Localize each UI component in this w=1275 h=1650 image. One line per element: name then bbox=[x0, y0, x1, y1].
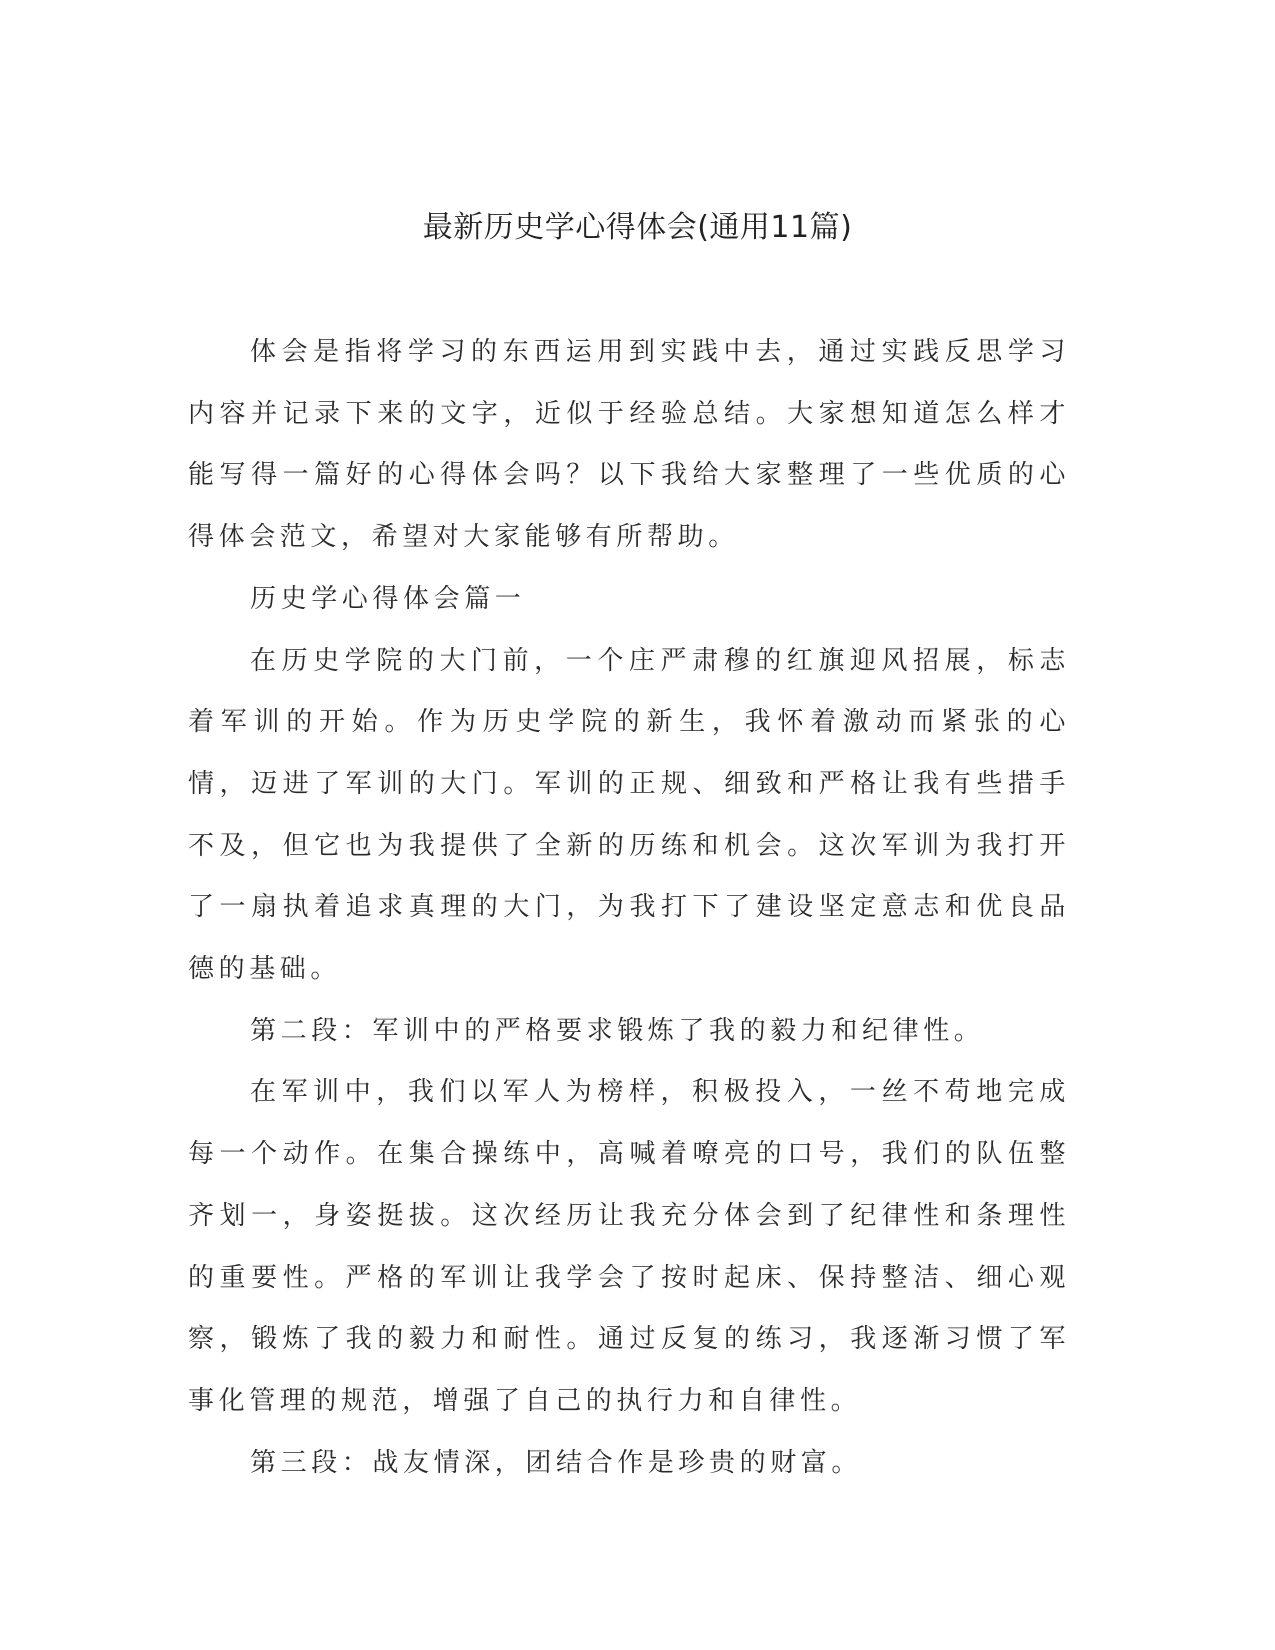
document-title: 最新历史学心得体会(通用11篇) bbox=[422, 210, 853, 245]
section-heading-part-one: 历史学心得体会篇一 bbox=[250, 583, 526, 614]
section-heading-part-two: 第二段：军训中的严格要求锻炼了我的毅力和纪律性。 bbox=[250, 1015, 985, 1046]
document-body bbox=[188, 322, 1070, 1494]
intro-paragraph: 体会是指将学习的东西运用到实践中去，通过实践反思学习内容并记录下来的文字，近似于经验总结。大家想知道怎么样才能写得一篇好的心得体会吗？以下我给大家整理了一些优质的心得体会范文，希望对大家能够有所帮助。 bbox=[188, 337, 1070, 553]
body-paragraph: 在军训中，我们以军人为榜样，积极投入，一丝不苟地完成每一个动作。在集合操练中，高喊着嘹亮的口号，我们的队伍整齐划一，身姿挺拔。这次经历让我充分体会到了纪律性和条理性的重要性。严格的军训让我学会了按时起床、保持整洁、细心观察，锻炼了我的毅力和耐性。通过反复的练习，我逐渐习惯了军事化管理的规范，增强了自己的执行力和自律性。 bbox=[188, 1077, 1070, 1416]
body-paragraph: 在历史学院的大门前，一个庄严肃穆的红旗迎风招展，标志着军训的开始。作为历史学院的新生，我怀着激动而紧张的心情，迈进了军训的大门。军训的正规、细致和严格让我有些措手不及，但它也为我提供了全新的历练和机会。这次军训为我打开了一扇执着追求真理的大门，为我打下了建设坚定意志和优良品德的基础。 bbox=[188, 645, 1070, 985]
section-heading-part-three: 第三段：战友情深，团结合作是珍贵的财富。 bbox=[250, 1447, 863, 1478]
